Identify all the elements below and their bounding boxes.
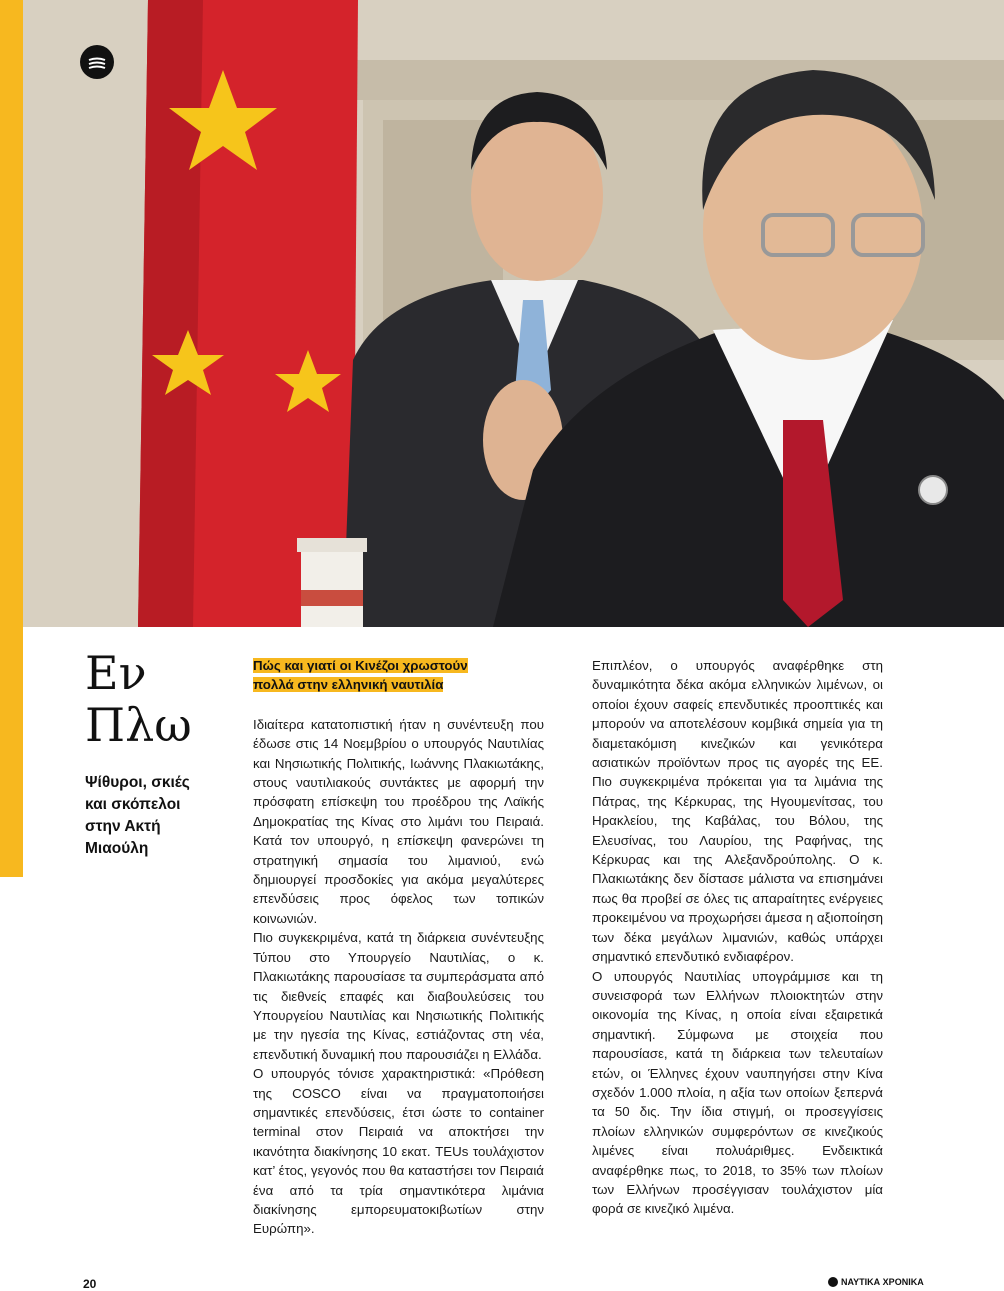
section-title-line1: Εν: [85, 646, 147, 700]
footer-brand: [828, 1277, 924, 1287]
paragraph: Ο υπουργός τόνισε χαρακτηριστικά: «Πρόθεση της COSCO είναι να πραγματοποιήσει σημαντικές επενδύσεις, έτσι ώστε το container terminal στον Πειραιά να αποκτήσει την ικανότητα διακίνησης 10 εκατ. TEUs τουλάχιστον κατ’ έτος, γεγονός που θα καταστήσει τον Πειραιά ένα από τα τρία σημαντικότερα λιμάνια διακίνησης εμπορευματοκιβωτίων στην Ευρώπη».: [253, 1066, 544, 1237]
waves-icon: [80, 45, 114, 79]
photo-illustration: [23, 0, 1004, 627]
accent-side-bar: [0, 0, 23, 877]
brand-dot-icon: [828, 1277, 838, 1287]
page-number: 20: [83, 1277, 97, 1291]
hero-photo: [23, 0, 1004, 627]
section-title: [85, 646, 192, 752]
paragraph: Επιπλέον, ο υπουργός αναφέρθηκε στη δυναμικότητα δέκα ακόμα ελληνικών λιμένων, οι οποίοι έχουν σαφείς επενδυτικές προοπτικές και μπορούν να αποτελέσουν κομβικά σημεία για τη διαμετακόμιση κινεζικών και γενικότερα ασιατικών προϊόντων προς τις αγορές της ΕΕ. Πιο συγκεκριμένα πρόκειται για τα λιμάνια της Πάτρας, της Κέρκυρας, της Ηγουμενίτσας, του Ηρακλείου, της Καβάλας, του Βόλου, της Ελευσίνας, του Λαυρίου, της Ραφήνας, της Κέρκυρας και της Αλεξανδρούπολης. Ο κ. Πλακιωτάκης δεν δίστασε μάλιστα να επισημάνει πως θα προβεί σε όλες τις απαραίτητες ενέργειες προκειμένου να προχωρήσει άμεσα η αξιοποίηση των δέκα μεγάλων λιμανιών, καθώς υπάρχει σημαντικό επενδυτικό ενδιαφέρον.: [592, 658, 883, 965]
article-column-1: [253, 656, 544, 1239]
section-subtitle: Ψίθυροι, σκιές και σκόπελοι στην Ακτή Μιαούλη: [85, 774, 190, 857]
paragraph: Πιο συγκεκριμένα, κατά τη διάρκεια συνέντευξης Τύπου στο Υπουργείο Ναυτιλίας, ο κ. Πλακιωτάκης παρουσίασε τα συμπεράσματα από τις διεθνείς επαφές και διαβουλεύσεις του Υπουργείου Ναυτιλίας και Νησιωτικής Πολιτικής με την ηγεσία της Κίνας, εστιάζοντας στη νέα, επενδυτική δυναμική που παρουσιάζει η Ελλάδα.: [253, 930, 544, 1062]
article-headline: [253, 656, 544, 695]
section-title-line2: Πλω: [85, 698, 192, 752]
paragraph: Ιδιαίτερα κατατοπιστική ήταν η συνέντευξη που έδωσε στις 14 Νοεμβρίου ο υπουργός Ναυτιλίας και Νησιωτικής Πολιτικής, Ιωάννης Πλακιωτάκης, στους ναυτιλιακούς συντάκτες με αφορμή την πρόσφατη επίσκεψη του προέδρου της Λαϊκής Δημοκρατίας της Κίνας στο λιμάνι του Πειραιά. Κατά τον υπουργό, η επίσκεψη φανερώνει τη στρατηγική σημασία του λιμανιού, ενώ δημιουργεί προσδοκίες για ακόμα μεγαλύτερες επενδύσεις προς όφελος των τοπικών κοινωνιών.: [253, 716, 544, 926]
headline-line-1: Πώς και γιατί οι Κινέζοι χρωστούν: [253, 658, 468, 673]
paragraph: Ο υπουργός Ναυτιλίας υπογράμμισε και τη συνεισφορά των Ελλήνων πλοιοκτητών στην οικονομία της Κίνας, η οποία είναι εξαιρετικά σημαντική. Σύμφωνα με στοιχεία που παρουσίασε, κατά τη διάρκεια των τελευταίων ετών, οι Έλληνες έχουν ναυπηγήσει στην Κίνα σχεδόν 1.000 πλοία, η αξία των οποίων ξεπερνά τα 50 δις. Την ίδια στιγμή, οι προσεγγίσεις πλοίων ελληνικών συμφερόντων σε κινεζικούς λιμένες είναι πολυάριθμες. Ενδεικτικά αναφέρθηκε πως, το 2018, το 35% των πλοίων των Ελλήνων προσέγγισαν τουλάχιστον μία φορά σε κινεζικό λιμένα.: [592, 968, 883, 1217]
headline-line-2: πολλά στην ελληνική ναυτιλία: [253, 677, 444, 693]
article-column-2: [592, 656, 883, 1219]
brand-name: ΝΑΥΤΙΚΑ ΧΡΟΝΙΚΑ: [841, 1277, 924, 1287]
